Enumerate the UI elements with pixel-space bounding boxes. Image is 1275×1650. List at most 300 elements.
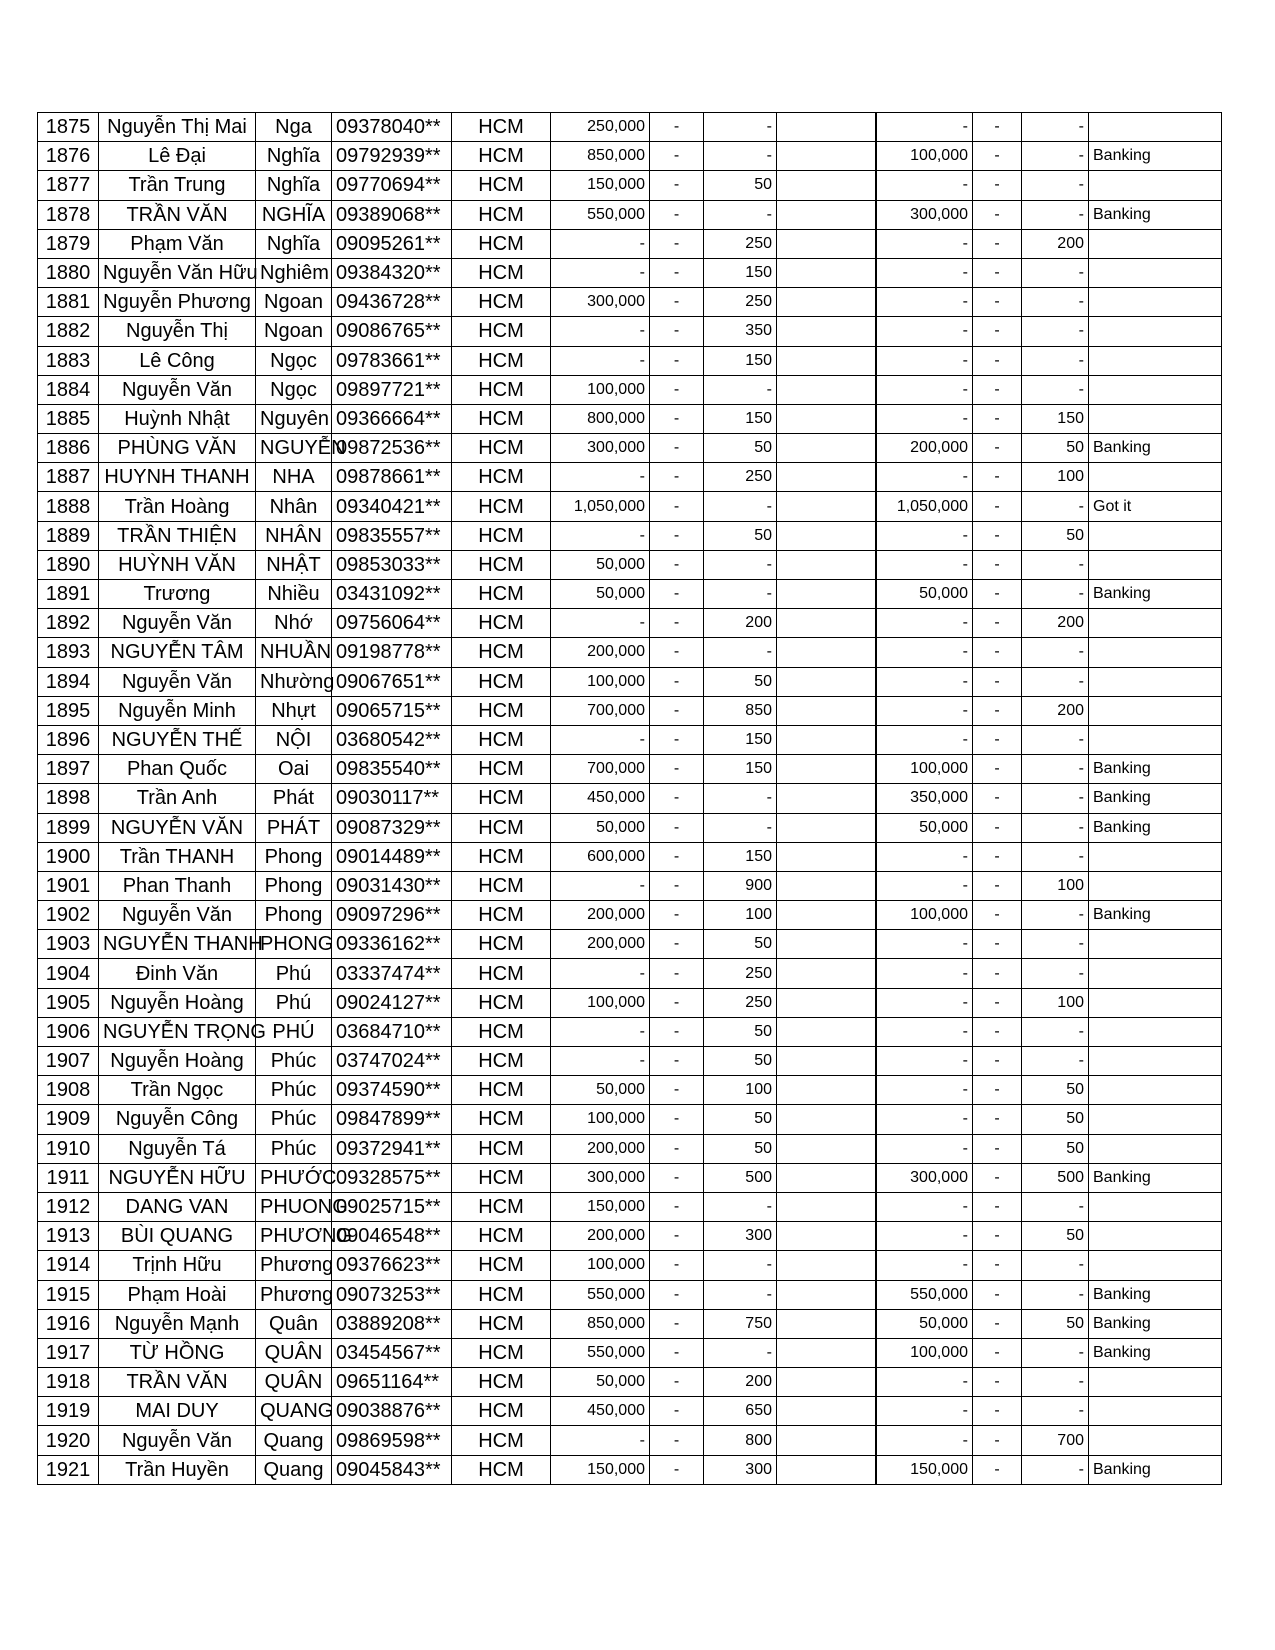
cell-amount1: 50,000 bbox=[551, 813, 650, 842]
cell-amount3: 100,000 bbox=[876, 755, 973, 784]
cell-note bbox=[1089, 229, 1222, 258]
cell-no: 1910 bbox=[38, 1134, 99, 1163]
cell-amount3: - bbox=[876, 1251, 973, 1280]
cell-amount1: - bbox=[551, 463, 650, 492]
cell-no: 1920 bbox=[38, 1426, 99, 1455]
cell-phone: 09031430** bbox=[332, 871, 452, 900]
cell-surname: Nguyễn Văn Hữu bbox=[99, 258, 256, 287]
cell-amount4: - bbox=[1022, 1047, 1089, 1076]
cell-dash1: - bbox=[650, 784, 704, 813]
cell-amount2: 150 bbox=[704, 725, 777, 754]
cell-amount1: 550,000 bbox=[551, 1280, 650, 1309]
cell-no: 1891 bbox=[38, 580, 99, 609]
cell-given-name: PHÚ bbox=[256, 1017, 332, 1046]
cell-city: HCM bbox=[452, 200, 551, 229]
cell-amount3: - bbox=[876, 229, 973, 258]
cell-dash1: - bbox=[650, 901, 704, 930]
cell-amount2: - bbox=[704, 492, 777, 521]
cell-blank bbox=[777, 988, 876, 1017]
table-row bbox=[38, 288, 1222, 317]
cell-given-name: NHA bbox=[256, 463, 332, 492]
cell-amount4: 200 bbox=[1022, 229, 1089, 258]
cell-note: Banking bbox=[1089, 580, 1222, 609]
cell-amount1: 50,000 bbox=[551, 1368, 650, 1397]
cell-city: HCM bbox=[452, 434, 551, 463]
table-body bbox=[38, 113, 1222, 1485]
cell-given-name: Nga bbox=[256, 113, 332, 142]
cell-dash1: - bbox=[650, 1338, 704, 1367]
table-row bbox=[38, 580, 1222, 609]
cell-phone: 09372941** bbox=[332, 1134, 452, 1163]
cell-given-name: PHUONG bbox=[256, 1192, 332, 1221]
cell-city: HCM bbox=[452, 113, 551, 142]
cell-amount4: - bbox=[1022, 930, 1089, 959]
cell-amount4: 50 bbox=[1022, 434, 1089, 463]
cell-city: HCM bbox=[452, 463, 551, 492]
cell-surname: NGUYỄN TRỌNG bbox=[99, 1017, 256, 1046]
cell-city: HCM bbox=[452, 1338, 551, 1367]
cell-amount2: 250 bbox=[704, 288, 777, 317]
cell-city: HCM bbox=[452, 959, 551, 988]
cell-phone: 09065715** bbox=[332, 696, 452, 725]
cell-surname: Nguyễn Văn bbox=[99, 375, 256, 404]
cell-no: 1896 bbox=[38, 725, 99, 754]
cell-amount3: 200,000 bbox=[876, 434, 973, 463]
cell-blank bbox=[777, 1251, 876, 1280]
cell-amount4: 100 bbox=[1022, 871, 1089, 900]
table-row bbox=[38, 346, 1222, 375]
cell-given-name: Phú bbox=[256, 988, 332, 1017]
cell-amount1: - bbox=[551, 258, 650, 287]
cell-amount3: - bbox=[876, 1397, 973, 1426]
cell-blank bbox=[777, 609, 876, 638]
cell-amount4: - bbox=[1022, 959, 1089, 988]
cell-amount4: 50 bbox=[1022, 521, 1089, 550]
cell-amount3: - bbox=[876, 317, 973, 346]
cell-city: HCM bbox=[452, 404, 551, 433]
cell-amount1: - bbox=[551, 346, 650, 375]
cell-surname: MAI DUY bbox=[99, 1397, 256, 1426]
cell-note: Banking bbox=[1089, 142, 1222, 171]
cell-no: 1881 bbox=[38, 288, 99, 317]
table-row bbox=[38, 142, 1222, 171]
cell-phone: 09045843** bbox=[332, 1455, 452, 1484]
cell-blank bbox=[777, 667, 876, 696]
cell-no: 1886 bbox=[38, 434, 99, 463]
cell-surname: DANG VAN bbox=[99, 1192, 256, 1221]
cell-amount1: 850,000 bbox=[551, 142, 650, 171]
cell-given-name: Nhường bbox=[256, 667, 332, 696]
cell-amount1: 550,000 bbox=[551, 200, 650, 229]
cell-dash2: - bbox=[973, 404, 1022, 433]
cell-amount2: 150 bbox=[704, 842, 777, 871]
cell-no: 1884 bbox=[38, 375, 99, 404]
cell-dash2: - bbox=[973, 755, 1022, 784]
cell-amount3: - bbox=[876, 871, 973, 900]
cell-dash2: - bbox=[973, 930, 1022, 959]
cell-amount3: - bbox=[876, 550, 973, 579]
cell-note: Banking bbox=[1089, 1338, 1222, 1367]
cell-blank bbox=[777, 1134, 876, 1163]
table-row bbox=[38, 1134, 1222, 1163]
cell-no: 1899 bbox=[38, 813, 99, 842]
cell-surname: Huỳnh Nhật bbox=[99, 404, 256, 433]
cell-blank bbox=[777, 1280, 876, 1309]
cell-given-name: Nguyên bbox=[256, 404, 332, 433]
cell-phone: 09378040** bbox=[332, 113, 452, 142]
cell-dash1: - bbox=[650, 842, 704, 871]
cell-phone: 09770694** bbox=[332, 171, 452, 200]
cell-dash1: - bbox=[650, 550, 704, 579]
cell-amount2: - bbox=[704, 580, 777, 609]
table-row bbox=[38, 988, 1222, 1017]
cell-city: HCM bbox=[452, 1251, 551, 1280]
cell-phone: 09067651** bbox=[332, 667, 452, 696]
cell-blank bbox=[777, 142, 876, 171]
cell-amount3: - bbox=[876, 667, 973, 696]
cell-dash2: - bbox=[973, 346, 1022, 375]
cell-amount1: 100,000 bbox=[551, 988, 650, 1017]
cell-dash1: - bbox=[650, 521, 704, 550]
cell-given-name: Phú bbox=[256, 959, 332, 988]
cell-amount1: 100,000 bbox=[551, 375, 650, 404]
cell-given-name: Nghiêm bbox=[256, 258, 332, 287]
cell-note: Banking bbox=[1089, 1280, 1222, 1309]
cell-amount3: - bbox=[876, 404, 973, 433]
cell-given-name: Phong bbox=[256, 842, 332, 871]
cell-blank bbox=[777, 755, 876, 784]
cell-no: 1917 bbox=[38, 1338, 99, 1367]
cell-amount3: - bbox=[876, 1222, 973, 1251]
cell-no: 1912 bbox=[38, 1192, 99, 1221]
cell-blank bbox=[777, 288, 876, 317]
cell-surname: Nguyễn Thị Mai bbox=[99, 113, 256, 142]
cell-no: 1900 bbox=[38, 842, 99, 871]
cell-dash1: - bbox=[650, 755, 704, 784]
cell-dash1: - bbox=[650, 1105, 704, 1134]
cell-amount1: 200,000 bbox=[551, 638, 650, 667]
cell-amount2: 200 bbox=[704, 1368, 777, 1397]
cell-phone: 03337474** bbox=[332, 959, 452, 988]
cell-dash2: - bbox=[973, 258, 1022, 287]
cell-no: 1918 bbox=[38, 1368, 99, 1397]
cell-blank bbox=[777, 492, 876, 521]
cell-surname: Trần THANH bbox=[99, 842, 256, 871]
cell-phone: 03889208** bbox=[332, 1309, 452, 1338]
cell-amount1: 100,000 bbox=[551, 1105, 650, 1134]
cell-amount4: 50 bbox=[1022, 1222, 1089, 1251]
cell-amount2: 250 bbox=[704, 463, 777, 492]
cell-amount2: 750 bbox=[704, 1309, 777, 1338]
cell-amount3: - bbox=[876, 113, 973, 142]
cell-city: HCM bbox=[452, 1017, 551, 1046]
cell-amount4: - bbox=[1022, 1017, 1089, 1046]
cell-amount4: - bbox=[1022, 1280, 1089, 1309]
cell-no: 1880 bbox=[38, 258, 99, 287]
table-row bbox=[38, 1017, 1222, 1046]
cell-given-name: Nghĩa bbox=[256, 229, 332, 258]
cell-dash2: - bbox=[973, 229, 1022, 258]
cell-city: HCM bbox=[452, 813, 551, 842]
cell-given-name: PHƯỚC bbox=[256, 1163, 332, 1192]
cell-amount4: - bbox=[1022, 813, 1089, 842]
table-row bbox=[38, 550, 1222, 579]
cell-dash1: - bbox=[650, 871, 704, 900]
cell-no: 1882 bbox=[38, 317, 99, 346]
cell-given-name: PHÁT bbox=[256, 813, 332, 842]
cell-amount1: - bbox=[551, 317, 650, 346]
cell-amount2: 100 bbox=[704, 1076, 777, 1105]
cell-amount2: - bbox=[704, 375, 777, 404]
cell-surname: TRẦN THIỆN bbox=[99, 521, 256, 550]
cell-amount3: 100,000 bbox=[876, 1338, 973, 1367]
cell-city: HCM bbox=[452, 1222, 551, 1251]
table-row bbox=[38, 1280, 1222, 1309]
cell-dash1: - bbox=[650, 1397, 704, 1426]
cell-amount1: - bbox=[551, 1426, 650, 1455]
cell-surname: PHÙNG VĂN bbox=[99, 434, 256, 463]
cell-dash2: - bbox=[973, 696, 1022, 725]
cell-blank bbox=[777, 200, 876, 229]
cell-dash2: - bbox=[973, 375, 1022, 404]
cell-note: Banking bbox=[1089, 1455, 1222, 1484]
cell-amount4: 50 bbox=[1022, 1105, 1089, 1134]
table-row bbox=[38, 113, 1222, 142]
cell-city: HCM bbox=[452, 1309, 551, 1338]
cell-no: 1916 bbox=[38, 1309, 99, 1338]
cell-amount3: - bbox=[876, 1192, 973, 1221]
cell-dash1: - bbox=[650, 288, 704, 317]
cell-given-name: Nhân bbox=[256, 492, 332, 521]
table-row bbox=[38, 1047, 1222, 1076]
cell-surname: Trần Anh bbox=[99, 784, 256, 813]
cell-blank bbox=[777, 1338, 876, 1367]
cell-amount3: 100,000 bbox=[876, 142, 973, 171]
cell-city: HCM bbox=[452, 317, 551, 346]
cell-dash1: - bbox=[650, 492, 704, 521]
cell-dash2: - bbox=[973, 1338, 1022, 1367]
cell-dash1: - bbox=[650, 404, 704, 433]
cell-dash1: - bbox=[650, 696, 704, 725]
table-row bbox=[38, 1309, 1222, 1338]
cell-blank bbox=[777, 1455, 876, 1484]
cell-phone: 09436728** bbox=[332, 288, 452, 317]
cell-amount2: 300 bbox=[704, 1222, 777, 1251]
cell-no: 1907 bbox=[38, 1047, 99, 1076]
cell-dash1: - bbox=[650, 1426, 704, 1455]
cell-dash2: - bbox=[973, 638, 1022, 667]
cell-surname: Nguyễn Tá bbox=[99, 1134, 256, 1163]
cell-blank bbox=[777, 580, 876, 609]
cell-dash2: - bbox=[973, 813, 1022, 842]
table-row bbox=[38, 1192, 1222, 1221]
cell-amount3: 550,000 bbox=[876, 1280, 973, 1309]
cell-surname: HUYNH THANH bbox=[99, 463, 256, 492]
cell-amount2: 350 bbox=[704, 317, 777, 346]
cell-dash2: - bbox=[973, 1076, 1022, 1105]
cell-no: 1909 bbox=[38, 1105, 99, 1134]
cell-surname: HUỲNH VĂN bbox=[99, 550, 256, 579]
table-row bbox=[38, 901, 1222, 930]
cell-given-name: Quân bbox=[256, 1309, 332, 1338]
cell-blank bbox=[777, 317, 876, 346]
cell-dash1: - bbox=[650, 463, 704, 492]
cell-given-name: Phúc bbox=[256, 1076, 332, 1105]
cell-amount2: 50 bbox=[704, 171, 777, 200]
cell-note: Banking bbox=[1089, 784, 1222, 813]
cell-given-name: NGUYỄN bbox=[256, 434, 332, 463]
cell-phone: 09087329** bbox=[332, 813, 452, 842]
cell-amount1: 450,000 bbox=[551, 784, 650, 813]
cell-note bbox=[1089, 171, 1222, 200]
cell-blank bbox=[777, 784, 876, 813]
cell-amount2: 50 bbox=[704, 1105, 777, 1134]
cell-city: HCM bbox=[452, 1397, 551, 1426]
cell-dash2: - bbox=[973, 1105, 1022, 1134]
cell-phone: 09198778** bbox=[332, 638, 452, 667]
cell-amount3: 1,050,000 bbox=[876, 492, 973, 521]
cell-blank bbox=[777, 1017, 876, 1046]
cell-amount3: - bbox=[876, 346, 973, 375]
cell-given-name: Nhiều bbox=[256, 580, 332, 609]
cell-amount4: - bbox=[1022, 317, 1089, 346]
cell-dash1: - bbox=[650, 375, 704, 404]
cell-note bbox=[1089, 288, 1222, 317]
cell-no: 1906 bbox=[38, 1017, 99, 1046]
cell-no: 1921 bbox=[38, 1455, 99, 1484]
cell-phone: 09073253** bbox=[332, 1280, 452, 1309]
cell-note bbox=[1089, 667, 1222, 696]
cell-city: HCM bbox=[452, 1426, 551, 1455]
table-row bbox=[38, 1368, 1222, 1397]
table-row bbox=[38, 229, 1222, 258]
cell-amount1: 700,000 bbox=[551, 755, 650, 784]
cell-note: Banking bbox=[1089, 1163, 1222, 1192]
cell-surname: NGUYỄN THẾ bbox=[99, 725, 256, 754]
cell-dash1: - bbox=[650, 959, 704, 988]
table-row bbox=[38, 200, 1222, 229]
cell-amount4: 100 bbox=[1022, 463, 1089, 492]
cell-surname: NGUYỄN TÂM bbox=[99, 638, 256, 667]
cell-amount3: - bbox=[876, 725, 973, 754]
cell-amount3: - bbox=[876, 1368, 973, 1397]
table-row bbox=[38, 609, 1222, 638]
cell-phone: 09374590** bbox=[332, 1076, 452, 1105]
cell-surname: Nguyễn Văn bbox=[99, 667, 256, 696]
cell-dash1: - bbox=[650, 930, 704, 959]
cell-blank bbox=[777, 113, 876, 142]
cell-no: 1875 bbox=[38, 113, 99, 142]
cell-note bbox=[1089, 1426, 1222, 1455]
cell-amount1: 300,000 bbox=[551, 288, 650, 317]
cell-no: 1914 bbox=[38, 1251, 99, 1280]
cell-no: 1902 bbox=[38, 901, 99, 930]
cell-note bbox=[1089, 842, 1222, 871]
table-row bbox=[38, 871, 1222, 900]
cell-amount1: - bbox=[551, 1017, 650, 1046]
cell-amount3: - bbox=[876, 959, 973, 988]
cell-surname: Trương bbox=[99, 580, 256, 609]
cell-dash1: - bbox=[650, 1368, 704, 1397]
cell-amount4: - bbox=[1022, 171, 1089, 200]
cell-given-name: Nghĩa bbox=[256, 142, 332, 171]
cell-amount1: - bbox=[551, 521, 650, 550]
cell-given-name: PHƯƠNG bbox=[256, 1222, 332, 1251]
cell-dash2: - bbox=[973, 434, 1022, 463]
cell-dash1: - bbox=[650, 1251, 704, 1280]
cell-no: 1876 bbox=[38, 142, 99, 171]
cell-amount2: 300 bbox=[704, 1455, 777, 1484]
cell-blank bbox=[777, 434, 876, 463]
cell-note bbox=[1089, 988, 1222, 1017]
cell-dash1: - bbox=[650, 1047, 704, 1076]
cell-dash2: - bbox=[973, 113, 1022, 142]
cell-amount3: - bbox=[876, 288, 973, 317]
cell-dash2: - bbox=[973, 1192, 1022, 1221]
cell-amount4: 500 bbox=[1022, 1163, 1089, 1192]
cell-amount4: - bbox=[1022, 1192, 1089, 1221]
cell-blank bbox=[777, 1047, 876, 1076]
cell-city: HCM bbox=[452, 142, 551, 171]
cell-surname: Nguyễn Công bbox=[99, 1105, 256, 1134]
cell-phone: 09366664** bbox=[332, 404, 452, 433]
cell-amount3: 50,000 bbox=[876, 813, 973, 842]
cell-note bbox=[1089, 725, 1222, 754]
cell-amount4: - bbox=[1022, 346, 1089, 375]
cell-note bbox=[1089, 1076, 1222, 1105]
cell-surname: Nguyễn Văn bbox=[99, 609, 256, 638]
cell-city: HCM bbox=[452, 229, 551, 258]
cell-given-name: Phương bbox=[256, 1251, 332, 1280]
cell-amount4: - bbox=[1022, 550, 1089, 579]
cell-amount2: 50 bbox=[704, 667, 777, 696]
cell-no: 1877 bbox=[38, 171, 99, 200]
cell-dash2: - bbox=[973, 1163, 1022, 1192]
cell-surname: Nguyễn Văn bbox=[99, 1426, 256, 1455]
cell-surname: Trần Ngọc bbox=[99, 1076, 256, 1105]
cell-dash2: - bbox=[973, 550, 1022, 579]
cell-amount1: 100,000 bbox=[551, 1251, 650, 1280]
table-row bbox=[38, 1397, 1222, 1426]
cell-note bbox=[1089, 404, 1222, 433]
cell-surname: Nguyễn Thị bbox=[99, 317, 256, 346]
cell-amount3: - bbox=[876, 842, 973, 871]
cell-amount2: - bbox=[704, 550, 777, 579]
cell-phone: 09038876** bbox=[332, 1397, 452, 1426]
table-row bbox=[38, 1105, 1222, 1134]
cell-dash2: - bbox=[973, 1251, 1022, 1280]
cell-dash2: - bbox=[973, 142, 1022, 171]
cell-dash2: - bbox=[973, 1426, 1022, 1455]
cell-amount1: 50,000 bbox=[551, 1076, 650, 1105]
cell-blank bbox=[777, 901, 876, 930]
cell-amount3: - bbox=[876, 638, 973, 667]
cell-dash1: - bbox=[650, 609, 704, 638]
cell-given-name: Phong bbox=[256, 901, 332, 930]
cell-surname: TRẦN VĂN bbox=[99, 1368, 256, 1397]
cell-note bbox=[1089, 696, 1222, 725]
table-row bbox=[38, 930, 1222, 959]
cell-dash1: - bbox=[650, 1017, 704, 1046]
cell-amount1: 800,000 bbox=[551, 404, 650, 433]
cell-amount4: - bbox=[1022, 258, 1089, 287]
cell-amount2: 50 bbox=[704, 521, 777, 550]
cell-dash1: - bbox=[650, 317, 704, 346]
cell-amount4: - bbox=[1022, 1368, 1089, 1397]
cell-phone: 03431092** bbox=[332, 580, 452, 609]
table-row bbox=[38, 784, 1222, 813]
cell-amount4: - bbox=[1022, 113, 1089, 142]
